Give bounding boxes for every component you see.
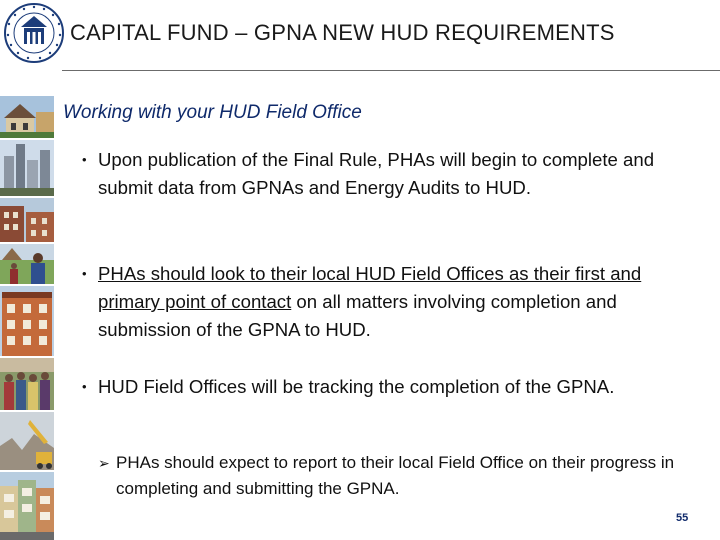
bullet-mark: • xyxy=(82,266,87,281)
apartment-building-photo xyxy=(0,286,54,356)
townhouses-photo xyxy=(0,472,54,540)
arrow-bullet-icon: ➢ xyxy=(98,455,110,471)
demolition-photo xyxy=(0,412,54,470)
bullet-text: Upon publication of the Final Rule, PHAs will begin to complete and submit data from GPNAs and Energy Audits to HUD. xyxy=(98,149,655,198)
bullet-text-continued: on all matters involving completion and submission of the GPNA to HUD. xyxy=(98,291,617,340)
title-divider xyxy=(62,70,720,71)
hud-seal-icon xyxy=(3,2,65,64)
group-photo xyxy=(0,358,54,410)
section-subtitle: Working with your HUD Field Office xyxy=(63,102,362,123)
bullet-mark: • xyxy=(82,379,87,394)
page-title: CAPITAL FUND – GPNA NEW HUD REQUIREMENTS xyxy=(70,20,615,45)
city-skyline-photo xyxy=(0,140,54,196)
residents-photo xyxy=(0,244,54,284)
bullet-text xyxy=(98,260,702,344)
bullet-text: HUD Field Offices will be tracking the completion of the GPNA. xyxy=(98,376,615,397)
bullet-mark: • xyxy=(82,152,87,167)
sub-bullet-text: PHAs should expect to report to their local Field Office on their progress in completing and submitting the GPNA. xyxy=(116,453,675,498)
page-number: 55 xyxy=(676,512,689,524)
brick-buildings-photo xyxy=(0,198,54,242)
victorian-house-photo xyxy=(0,96,54,138)
emphasized-text: PHAs should look to their local HUD Field Offices as their first and primary point of contact xyxy=(98,263,642,312)
photo-collage xyxy=(0,96,54,540)
